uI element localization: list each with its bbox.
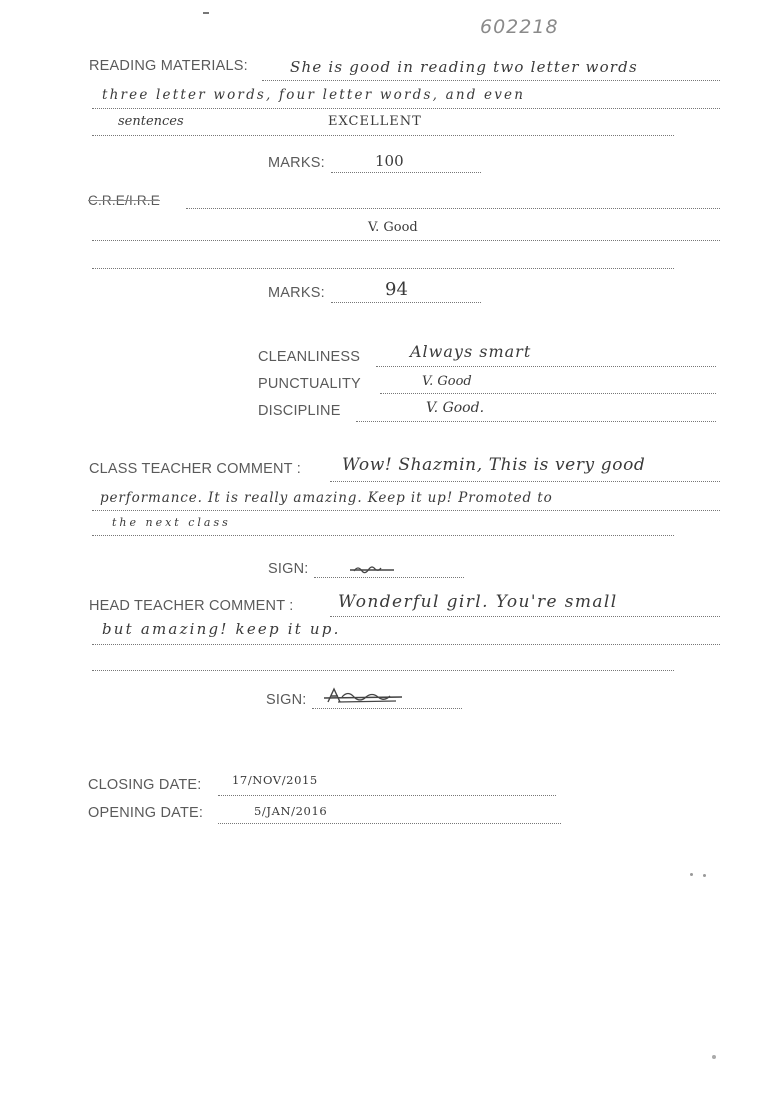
cleanliness-value: Always smart xyxy=(410,342,532,361)
class-teacher-comment-label: CLASS TEACHER COMMENT : xyxy=(89,461,301,477)
discipline-value: V. Good. xyxy=(426,400,485,416)
marks-line-1 xyxy=(331,172,481,173)
head-teacher-signature xyxy=(322,686,406,708)
cre-value: V. Good xyxy=(368,220,418,235)
head-teacher-comment-line-2: but amazing! keep it up. xyxy=(102,620,341,638)
head-teacher-line-3 xyxy=(92,670,674,671)
class-teacher-signature xyxy=(348,561,398,579)
closing-date-label: CLOSING DATE: xyxy=(88,777,202,793)
cleanliness-label: CLEANLINESS xyxy=(258,349,361,365)
cre-line-3 xyxy=(92,268,674,269)
reading-line-2 xyxy=(92,108,720,109)
opening-date-label: OPENING DATE: xyxy=(88,805,204,821)
head-teacher-sign-label: SIGN: xyxy=(266,692,307,708)
reading-line-3 xyxy=(92,135,674,136)
reading-comment-line-3a: sentences xyxy=(118,114,184,129)
reading-line-1 xyxy=(262,80,720,81)
reading-comment-line-2: three letter words, four letter words, and even xyxy=(102,87,526,103)
head-teacher-comment-label: HEAD TEACHER COMMENT : xyxy=(89,598,294,614)
cre-line-2 xyxy=(92,240,720,241)
class-teacher-comment-line-2: performance. It is really amazing. Keep it up! Promoted to xyxy=(100,490,553,506)
closing-date-line xyxy=(218,795,556,796)
marks-value-2: 94 xyxy=(385,279,408,300)
discipline-label: DISCIPLINE xyxy=(258,403,341,419)
marks-label-1: MARKS: xyxy=(268,155,325,171)
class-teacher-comment-line-1: Wow! Shazmin, This is very good xyxy=(342,455,646,475)
class-teacher-line-2 xyxy=(92,510,720,511)
reading-comment-line-1: She is good in reading two letter words xyxy=(290,58,638,76)
scan-speck xyxy=(203,12,209,14)
closing-date-value: 17/NOV/2015 xyxy=(232,773,318,787)
class-teacher-line-3 xyxy=(92,535,674,536)
cre-line-1 xyxy=(186,208,720,209)
head-teacher-comment-line-1: Wonderful girl. You're small xyxy=(338,592,618,612)
punctuality-label: PUNCTUALITY xyxy=(258,376,361,392)
class-teacher-line-1 xyxy=(330,481,720,482)
punctuality-value: V. Good xyxy=(422,374,472,389)
head-teacher-sign-line xyxy=(312,708,462,709)
class-teacher-comment-line-3: the next class xyxy=(112,516,231,529)
cleanliness-line xyxy=(376,366,716,367)
document-id: 602218 xyxy=(480,16,559,38)
discipline-line xyxy=(356,421,716,422)
punctuality-line xyxy=(380,393,716,394)
scan-speck xyxy=(712,1055,716,1059)
reading-materials-label: READING MATERIALS: xyxy=(89,58,248,74)
scan-speck xyxy=(690,873,693,876)
scan-speck xyxy=(703,874,706,877)
opening-date-line xyxy=(218,823,561,824)
head-teacher-line-2 xyxy=(92,644,720,645)
reading-grade: EXCELLENT xyxy=(328,114,422,129)
marks-line-2 xyxy=(331,302,481,303)
marks-value-1: 100 xyxy=(375,152,404,170)
head-teacher-line-1 xyxy=(330,616,720,617)
marks-label-2: MARKS: xyxy=(268,285,325,301)
opening-date-value: 5/JAN/2016 xyxy=(254,804,328,818)
class-teacher-sign-label: SIGN: xyxy=(268,561,309,577)
cre-ire-label: C.R.E/I.R.E xyxy=(88,193,160,208)
